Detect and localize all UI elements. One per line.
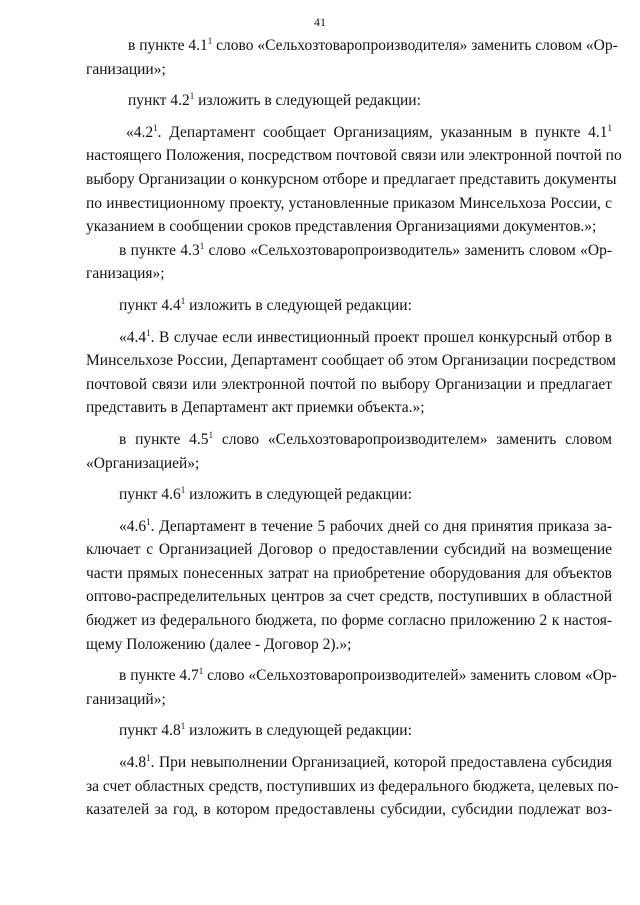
text-line: «$4.6^1$. Департамент в течение 5 рабочих дней со дня принятия приказа за- [119, 516, 612, 535]
text-line: казателей за год, в котором предоставлены субсидии, субсидии подлежат воз- [86, 801, 612, 819]
text-line: указанием в сообщении сроков представления Организациями документов.»; [86, 218, 597, 236]
text-line: щему Положению (далее - Договор 2).»; [86, 635, 352, 653]
text-line: ключает с Организацией Договор о предоставлении субсидий на возмещение [86, 541, 612, 559]
text-line: ганизаций»; [86, 690, 166, 708]
page-number: 41 [314, 15, 326, 29]
text-line: «$4.4^1$. В случае если инвестиционный проект прошел конкурсный отбор в [119, 327, 612, 346]
text-line: части прямых понесенных затрат на приобретение оборудования для объектов [86, 564, 612, 582]
text-line: Минсельхозе России, Департамент сообщает об этом Организации посредством [86, 352, 616, 370]
text-line: «$4.2^1$. Департамент сообщает Организациям, указанным в пункте $4.1^1$ [126, 122, 612, 141]
text-line: почтовой связи или электронной почтой по выбору Организации и предлагает [86, 375, 612, 393]
text-line: пункт $4.8^1$ изложить в следующей редакции: [119, 721, 412, 740]
text-line: «$4.8^1$. При невыполнении Организацией, которой предоставлена субсидия [119, 753, 612, 772]
text-line: ганизация»; [86, 265, 165, 283]
text-line: настоящего Положения, посредством почтовой связи или электронной почтой по [86, 147, 622, 165]
text-line: пункт $4.6^1$ изложить в следующей редакции: [119, 485, 412, 504]
document-body [86, 34, 622, 822]
text-line: ганизации»; [86, 60, 166, 78]
text-line: «Организацией»; [86, 454, 200, 472]
text-line: по инвестиционному проекту, установленные приказом Минсельхоза России, с [86, 194, 612, 212]
text-line: представить в Департамент акт приемки объекта.»; [86, 399, 425, 417]
text-line: пункт $4.4^1$ изложить в следующей редакции: [119, 295, 412, 314]
text-line: оптово-распределительных центров за счет средств, поступивших в областной [86, 588, 612, 606]
text-line: в пункте $4.1^1$ слово «Сельхозтоваропроизводителя» заменить словом «Ор- [128, 36, 618, 54]
text-line: за счет областных средств, поступивших из федерального бюджета, целевых по- [86, 777, 619, 795]
text-line: в пункте $4.3^1$ слово «Сельхозтоваропроизводитель» заменить словом «Ор- [119, 240, 612, 259]
text-line: в пункте $4.5^1$ слово «Сельхозтоваропроизводителем» заменить словом [119, 429, 612, 448]
text-line: выбору Организации о конкурсном отборе и предлагает представить документы [86, 170, 617, 188]
text-line: пункт $4.2^1$ изложить в следующей редакции: [128, 91, 421, 110]
text-line: в пункте $4.7^1$ слово «Сельхозтоваропроизводителей» заменить словом «Ор- [119, 666, 617, 685]
text-line: бюджет из федерального бюджета, по форме согласно приложению 2 к настоя- [86, 612, 612, 630]
